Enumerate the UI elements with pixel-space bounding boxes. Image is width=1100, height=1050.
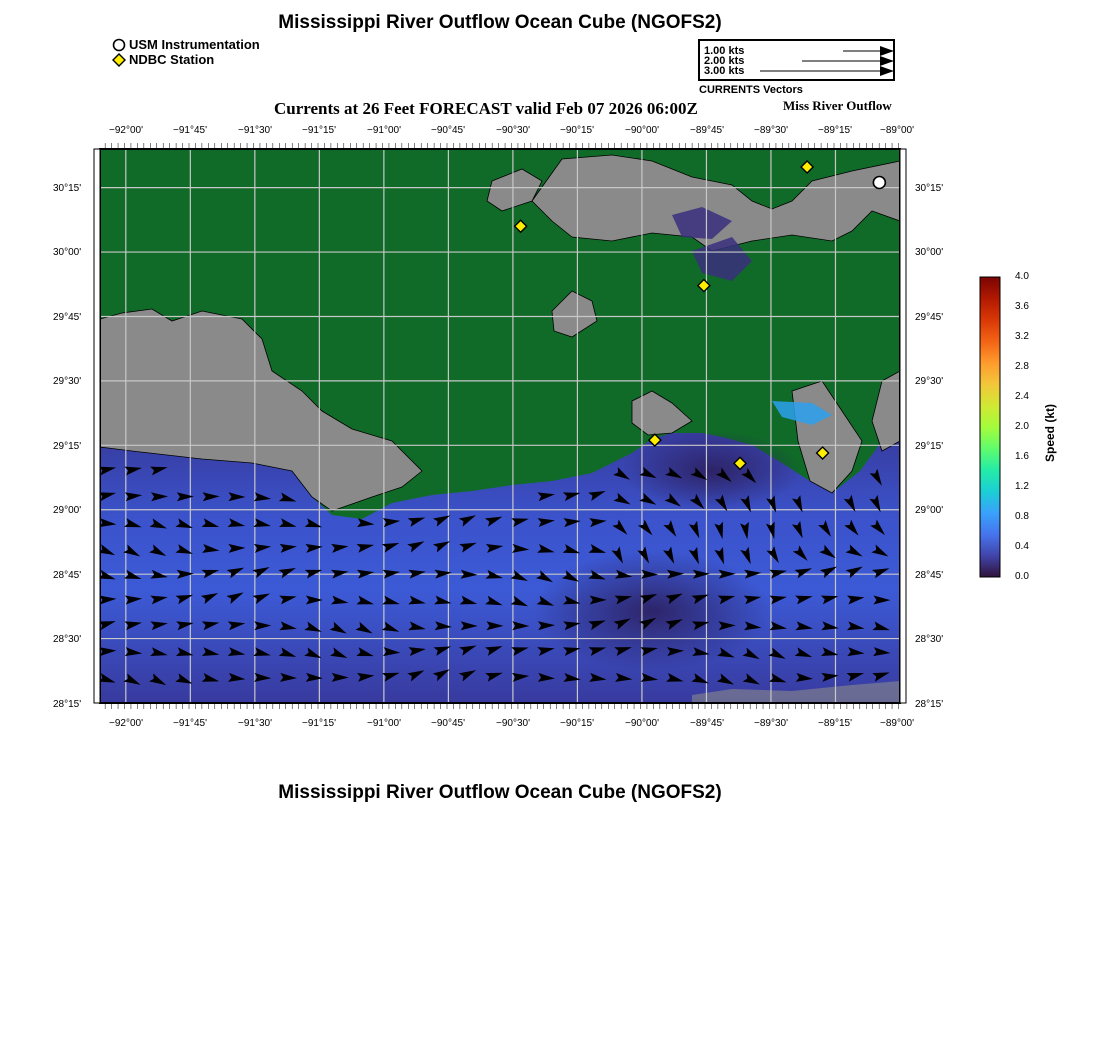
region-label: Miss River Outflow xyxy=(783,98,892,113)
currents-map xyxy=(92,141,908,711)
x-tick-bottom: −91°00' xyxy=(367,718,401,729)
usm-marker-icon xyxy=(112,38,126,52)
ndbc-marker-icon xyxy=(112,53,126,67)
x-tick-top: −90°45' xyxy=(431,125,465,136)
x-tick-top: −91°15' xyxy=(302,125,336,136)
legend-usm-label: USM Instrumentation xyxy=(129,37,260,52)
x-tick-bottom: −91°15' xyxy=(302,718,336,729)
x-tick-top: −91°00' xyxy=(367,125,401,136)
x-tick-top: −89°30' xyxy=(754,125,788,136)
colorbar-tick: 0.0 xyxy=(1015,571,1029,582)
y-tick-left: 29°15' xyxy=(53,441,82,452)
speed-colorbar xyxy=(978,275,1002,579)
vector-key xyxy=(698,39,895,81)
x-tick-bottom: −90°30' xyxy=(496,718,530,729)
y-tick-left: 28°30' xyxy=(53,634,82,645)
map-subtitle: Currents at 26 Feet FORECAST valid Feb 07 2026 06:00Z xyxy=(274,99,698,118)
vector-key-row-2: 2.00 kts xyxy=(704,55,745,67)
y-tick-left: 30°00' xyxy=(53,247,82,258)
y-tick-right: 29°15' xyxy=(915,441,944,452)
x-tick-top: −90°00' xyxy=(625,125,659,136)
x-tick-bottom: −89°15' xyxy=(818,718,852,729)
y-tick-left: 28°45' xyxy=(53,570,82,581)
colorbar-tick: 3.2 xyxy=(1015,331,1029,342)
colorbar-tick: 1.6 xyxy=(1015,451,1029,462)
colorbar-tick: 2.0 xyxy=(1015,421,1029,432)
x-tick-bottom: −92°00' xyxy=(109,718,143,729)
colorbar-tick: 2.8 xyxy=(1015,361,1029,372)
y-tick-left: 29°30' xyxy=(53,376,82,387)
y-tick-right: 28°45' xyxy=(915,570,944,581)
y-tick-left: 30°15' xyxy=(53,183,82,194)
colorbar-tick: 3.6 xyxy=(1015,301,1029,312)
x-tick-bottom: −90°15' xyxy=(560,718,594,729)
colorbar-label: Speed (kt) xyxy=(1043,403,1057,462)
x-tick-top: −91°30' xyxy=(238,125,272,136)
colorbar-tick: 4.0 xyxy=(1015,271,1029,282)
vector-key-row-1: 1.00 kts xyxy=(704,45,745,57)
usm-station-marker[interactable] xyxy=(873,176,885,188)
x-tick-bottom: −90°45' xyxy=(431,718,465,729)
x-tick-top: −90°15' xyxy=(560,125,594,136)
x-tick-bottom: −91°30' xyxy=(238,718,272,729)
map-title: Mississippi River Outflow Ocean Cube (NGOFS2) xyxy=(278,12,722,33)
x-tick-top: −91°45' xyxy=(173,125,207,136)
x-tick-bottom: −91°45' xyxy=(173,718,207,729)
x-tick-top: −89°00' xyxy=(880,125,914,136)
y-tick-right: 28°15' xyxy=(915,699,944,710)
vector-key-row-3: 3.00 kts xyxy=(704,65,745,77)
legend-ndbc xyxy=(112,52,214,67)
y-tick-right: 30°00' xyxy=(915,247,944,258)
x-tick-bottom: −89°00' xyxy=(880,718,914,729)
x-tick-top: −92°00' xyxy=(109,125,143,136)
y-tick-right: 29°45' xyxy=(915,312,944,323)
footer-title: Mississippi River Outflow Ocean Cube (NGOFS2) xyxy=(278,782,722,803)
y-tick-right: 30°15' xyxy=(915,183,944,194)
y-tick-right: 28°30' xyxy=(915,634,944,645)
x-tick-bottom: −89°30' xyxy=(754,718,788,729)
colorbar-tick: 1.2 xyxy=(1015,481,1029,492)
y-tick-right: 29°30' xyxy=(915,376,944,387)
x-tick-bottom: −89°45' xyxy=(690,718,724,729)
y-tick-left: 29°45' xyxy=(53,312,82,323)
map-body xyxy=(98,149,900,703)
legend-ndbc-label: NDBC Station xyxy=(129,52,215,67)
vector-key-arrows xyxy=(700,41,893,79)
colorbar-tick: 0.4 xyxy=(1015,541,1029,552)
colorbar-tick: 2.4 xyxy=(1015,391,1029,402)
x-tick-top: −90°30' xyxy=(496,125,530,136)
colorbar-tick: 0.8 xyxy=(1015,511,1029,522)
x-tick-top: −89°45' xyxy=(690,125,724,136)
y-tick-left: 28°15' xyxy=(53,699,82,710)
y-tick-left: 29°00' xyxy=(53,505,82,516)
y-tick-right: 29°00' xyxy=(915,505,944,516)
x-tick-top: −89°15' xyxy=(818,125,852,136)
legend-usm xyxy=(112,37,260,52)
x-tick-bottom: −90°00' xyxy=(625,718,659,729)
vector-key-caption: CURRENTS Vectors xyxy=(699,84,803,96)
